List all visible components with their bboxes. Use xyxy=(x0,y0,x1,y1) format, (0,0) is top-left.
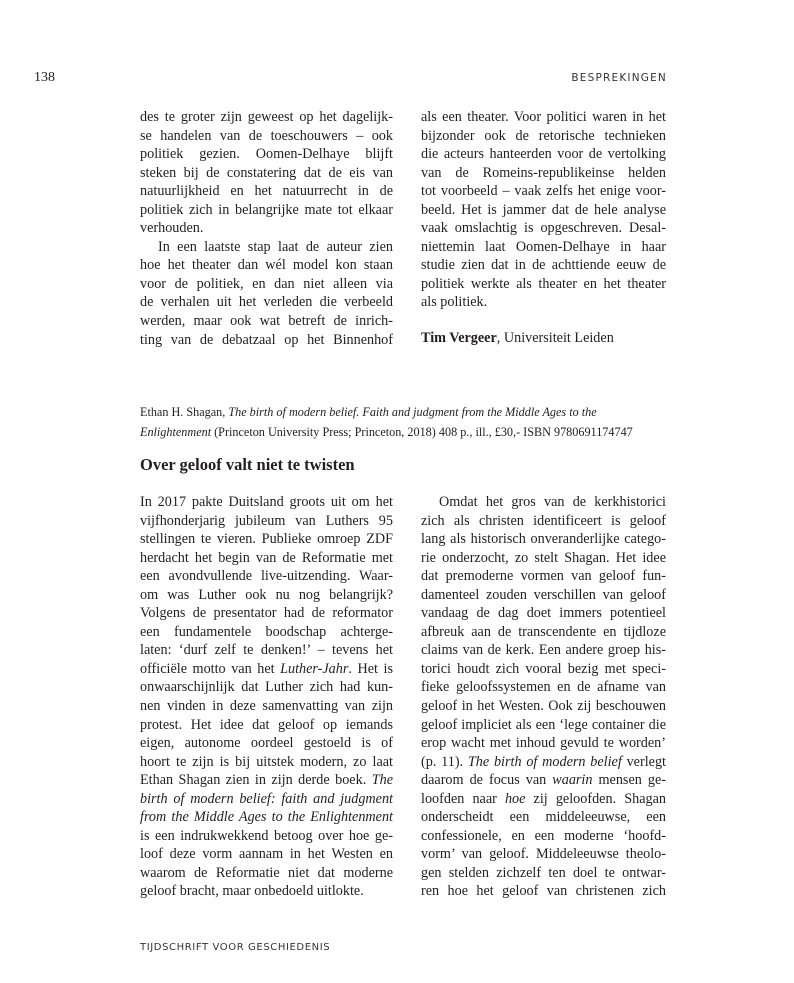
text-line xyxy=(140,771,393,790)
text-line xyxy=(140,660,393,679)
text-line: van de Romeins-republikeinse helden xyxy=(421,164,666,181)
text-run: vijfhonderjarig jubileum van Luthers 95 xyxy=(140,512,393,529)
reviewer-signature xyxy=(421,330,614,347)
text-run: Volgens de presentator had de reformator xyxy=(140,605,393,622)
citation-publication-details: (Princeton University Press; Princeton, 2018) 408 p., ill., £30,- ISBN 9780691174747 xyxy=(211,425,633,439)
text-line xyxy=(140,493,393,512)
text-line: natuurlijkheid en het natuurrecht in de xyxy=(140,183,393,200)
text-line xyxy=(421,864,666,883)
text-line: politiek gezien. Oomen-Delhaye blijft xyxy=(140,146,393,163)
text-run: erop wacht met inhoud gevuld te worden’ xyxy=(421,735,666,752)
text-line xyxy=(421,790,666,809)
text-line xyxy=(140,586,393,605)
text-line xyxy=(421,512,666,531)
text-line xyxy=(140,530,393,549)
text-line: werden, maar ook wat betreft de inrich- xyxy=(140,313,393,330)
citation-title-cont: Enlightenment xyxy=(140,425,212,439)
text-line xyxy=(421,678,666,697)
text-run: geloof impliciet als een ‘lege container die xyxy=(421,716,666,733)
text-line: politiek zich in belangrijke mate tot elkaar xyxy=(140,201,393,218)
text-run: geloof bracht, maar onbedoeld uitlokte. xyxy=(140,883,364,900)
citation-line xyxy=(140,402,660,422)
text-run: waarom de Reformatie niet dat moderne xyxy=(140,864,393,881)
italic-text: from the Middle Ages to the Enlightenment xyxy=(140,809,393,826)
text-line: bijzonder ook de retorische technieken xyxy=(421,127,666,144)
review-title: Over geloof valt niet te twisten xyxy=(140,455,355,474)
citation-author: Ethan H. Shagan, xyxy=(140,405,229,419)
text-line xyxy=(421,660,666,679)
citation-title: The birth of modern belief. Faith and judgment from the Middle Ages to the xyxy=(228,405,597,419)
text-line: beeld. Het is jammer dat de hele analyse xyxy=(421,201,666,218)
text-run: eigen, autonome oordeel gestoeld is of xyxy=(140,735,393,752)
text-run: loofden naar xyxy=(421,790,505,807)
text-line: des te groter zijn geweest op het dagelijk- xyxy=(140,109,393,125)
reviewer-affiliation: , Universiteit Leiden xyxy=(496,330,614,346)
text-line xyxy=(421,808,666,827)
italic-text: waarin xyxy=(552,772,593,789)
italic-text: birth of modern belief: faith and judgment xyxy=(140,790,393,807)
text-line xyxy=(421,623,666,642)
text-run: afbreuk aan de transcendente en tijdloze xyxy=(421,623,666,640)
text-run: nen vinden in deze samenvatting van zijn xyxy=(140,698,393,715)
text-line xyxy=(140,882,393,901)
text-run: een fundamentele boodschap achterge- xyxy=(140,623,393,640)
text-run: fieke geloofssystemen en de afname van xyxy=(421,679,666,696)
text-line: se handelen van de toeschouwers – ook xyxy=(140,127,393,144)
text-line: die acteurs hanteerden voor de vertolking xyxy=(421,146,666,163)
text-run: claims van de kerk. Een andere groep his- xyxy=(421,642,666,659)
text-line: de verhalen uit het verleden die verbeeld xyxy=(140,294,393,311)
text-line xyxy=(140,678,393,697)
text-line xyxy=(140,845,393,864)
text-line xyxy=(140,623,393,642)
text-run: dat premoderne vormen van geloof fun- xyxy=(421,568,666,585)
italic-text: The birth of modern belief xyxy=(467,753,622,770)
text-run: zich als christen identificeert is geloof xyxy=(421,512,666,529)
text-line xyxy=(421,641,666,660)
reviewer-name: Tim Vergeer xyxy=(421,330,497,346)
text-line xyxy=(140,734,393,753)
text-run: loof deze vorm aannam in het Westen en xyxy=(140,846,393,863)
text-run: laten: ‘durf zelf te denken!’ – tevens het xyxy=(140,642,393,659)
text-line: In een laatste stap laat de auteur zien xyxy=(158,238,393,255)
text-line xyxy=(421,771,666,790)
text-run: ren hoe het geloof van christenen zich xyxy=(421,883,666,900)
text-line: verhouden. xyxy=(140,220,204,237)
text-line xyxy=(421,493,666,512)
page-number: 138 xyxy=(34,70,55,85)
text-run: (p. 11). xyxy=(421,753,468,770)
text-line: politiek werkte als theater en het theater xyxy=(421,275,666,292)
text-run: daarom de focus van xyxy=(421,772,553,789)
text-run: confessionele, en een moderne ‘hoofd- xyxy=(421,827,666,844)
text-line: als politiek. xyxy=(421,294,488,311)
text-line xyxy=(140,864,393,883)
text-line xyxy=(421,716,666,735)
previous-review-left-column xyxy=(140,108,393,349)
text-run: Omdat het gros van de kerkhistorici xyxy=(439,494,666,510)
text-line: studie zien dat in de achttiende eeuw de xyxy=(421,257,666,274)
text-run: is een indrukwekkend betoog over hoe ge- xyxy=(140,827,393,844)
text-run: mensen ge- xyxy=(592,772,666,789)
text-run: herdacht het begin van de Reformatie met xyxy=(140,549,393,566)
text-run: damenteel zouden verschillen van geloof xyxy=(421,586,666,603)
text-line xyxy=(140,790,393,809)
text-line xyxy=(421,845,666,864)
text-line: als een theater. Voor politici waren in het xyxy=(421,109,666,125)
italic-text: The xyxy=(371,772,393,789)
text-line xyxy=(140,549,393,568)
text-line xyxy=(421,604,666,623)
text-line: vaak omslachtig is opgeschreven. Desal- xyxy=(421,220,666,237)
journal-footer: TIJDSCHRIFT VOOR GESCHIEDENIS xyxy=(140,942,331,953)
text-line: niettemin laat Oomen-Delhaye in haar xyxy=(421,238,666,255)
text-line xyxy=(140,808,393,827)
text-run: een avondvullende live-uitzending. Waar- xyxy=(140,568,393,585)
text-run: vorm’ van geloof. Middeleeuwse theolo- xyxy=(421,846,666,863)
text-line: steken bij de constatering dat de eis van xyxy=(140,164,393,181)
citation-line xyxy=(140,422,660,442)
text-line xyxy=(140,604,393,623)
text-run: protest. Het idee dat geloof op iemands xyxy=(140,716,393,733)
text-run: hoort te zijn is bij uitstek modern, zo laat xyxy=(140,753,393,770)
text-line: ting van de debatzaal op het Binnenhof xyxy=(140,331,393,348)
text-run: . Het is xyxy=(348,660,393,677)
text-run: torici houdt zich vooral bezig met speci- xyxy=(421,660,666,677)
text-run: officiële motto van het xyxy=(140,660,281,677)
text-run: stellingen te vieren. Publieke omroep ZDF xyxy=(140,531,393,548)
text-run: rie onderzocht, zo stelt Shagan. Het idee xyxy=(421,549,666,566)
text-line xyxy=(140,753,393,772)
text-run: In 2017 pakte Duitsland groots uit om het xyxy=(140,494,393,510)
book-citation xyxy=(140,402,660,442)
previous-review-right-column xyxy=(421,108,666,312)
text-line xyxy=(421,567,666,586)
running-head: BESPREKINGEN xyxy=(571,72,667,84)
text-line: hoe het theater dan wél model kon staan xyxy=(140,257,393,274)
text-line xyxy=(140,827,393,846)
text-run: geloof in het Westen. Ook zij beschouwen xyxy=(421,698,666,715)
text-line xyxy=(140,512,393,531)
text-run: gen stelden zichzelf ten doel te ontwar- xyxy=(421,864,666,881)
review-left-column xyxy=(140,493,393,901)
text-line xyxy=(421,753,666,772)
text-line xyxy=(140,716,393,735)
text-line xyxy=(421,530,666,549)
text-line xyxy=(421,586,666,605)
text-run: vandaag de dag doet immers potentieel xyxy=(421,605,666,622)
text-line xyxy=(140,697,393,716)
text-line: voor de politiek, en dan niet alleen via xyxy=(140,275,393,292)
text-run: onwaarschijnlijk dat Luther zich had kun- xyxy=(140,679,393,696)
text-line xyxy=(421,697,666,716)
text-line: tot voorbeeld – vaak zelfs het enige voor- xyxy=(421,183,666,200)
review-right-column xyxy=(421,493,666,901)
text-line xyxy=(140,641,393,660)
text-line xyxy=(421,827,666,846)
text-line xyxy=(421,549,666,568)
italic-text: hoe xyxy=(504,790,526,807)
text-run: zij geloofden. Shagan xyxy=(525,790,666,807)
text-run: lang als historisch onveranderlijke catego- xyxy=(421,531,666,548)
text-line xyxy=(140,567,393,586)
text-run: Ethan Shagan zien in zijn derde boek. xyxy=(140,772,372,789)
italic-text: Luther-Jahr xyxy=(280,660,349,677)
text-run: verlegt xyxy=(621,753,666,770)
text-line xyxy=(421,882,666,901)
text-run: onderscheidt een middeleeuwse, een xyxy=(421,809,666,826)
text-line xyxy=(421,734,666,753)
text-run: om was Luther ook nu nog belangrijk? xyxy=(140,586,393,603)
